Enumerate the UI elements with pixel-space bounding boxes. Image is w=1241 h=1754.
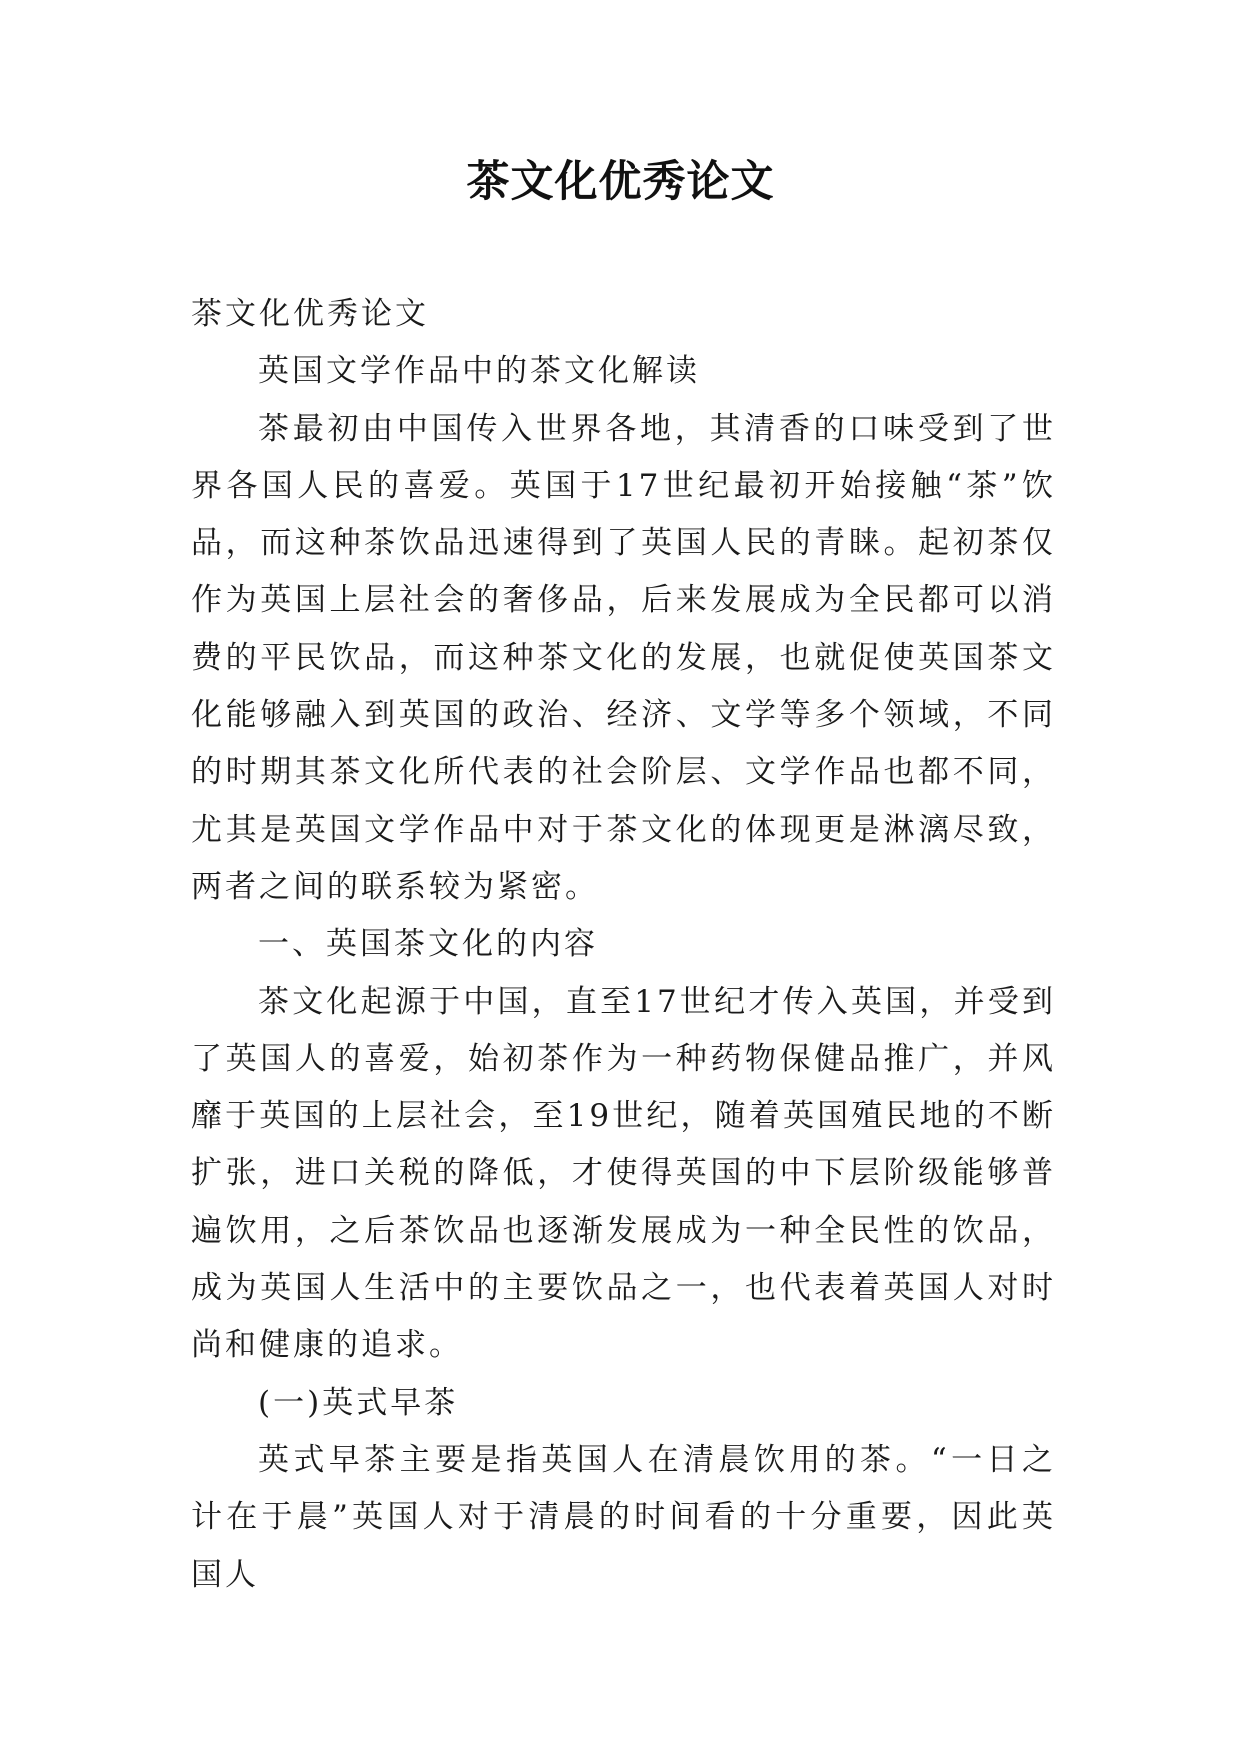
document-title: 茶文化优秀论文 xyxy=(466,157,775,207)
paragraph-body: 英式早茶主要是指英国人在清晨饮用的茶。“一日之计在于晨”英国人对于清晨的时间看的十分重要，因此英国人 xyxy=(191,1441,1056,1593)
paragraph-subtitle: 英国文学作品中的茶文化解读 xyxy=(258,353,700,390)
paragraph-heading: 茶文化优秀论文 xyxy=(191,296,429,332)
section-heading: 一、英国茶文化的内容 xyxy=(258,926,598,963)
subsection-heading: (一)英式早茶 xyxy=(258,1384,459,1421)
paragraph-intro: 茶最初由中国传入世界各地，其清香的口味受到了世界各国人民的喜爱。英国于17世纪最初开始接触“茶”饮品，而这种茶饮品迅速得到了英国人民的青睐。起初茶仅作为英国上层社会的奢侈品，后来发展成为全民都可以消费的平民饮品，而这种茶文化的发展，也就促使英国茶文化能够融入到英国的政治、经济、文学等多个领域，不同的时期其茶文化所代表的社会阶层、文学作品也都不同，尤其是英国文学作品中对于茶文化的体现更是淋漓尽致，两者之间的联系较为紧密。 xyxy=(191,410,1056,905)
paragraph-body: 茶文化起源于中国，直至17世纪才传入英国，并受到了英国人的喜爱，始初茶作为一种药物保健品推广，并风靡于英国的上层社会，至19世纪，随着英国殖民地的不断扩张，进口关税的降低，才使得英国的中下层阶级能够普遍饮用，之后茶饮品也逐渐发展成为一种全民性的饮品，成为英国人生活中的主要饮品之一，也代表着英国人对时尚和健康的追求。 xyxy=(191,983,1056,1364)
document-body xyxy=(191,286,1056,1604)
